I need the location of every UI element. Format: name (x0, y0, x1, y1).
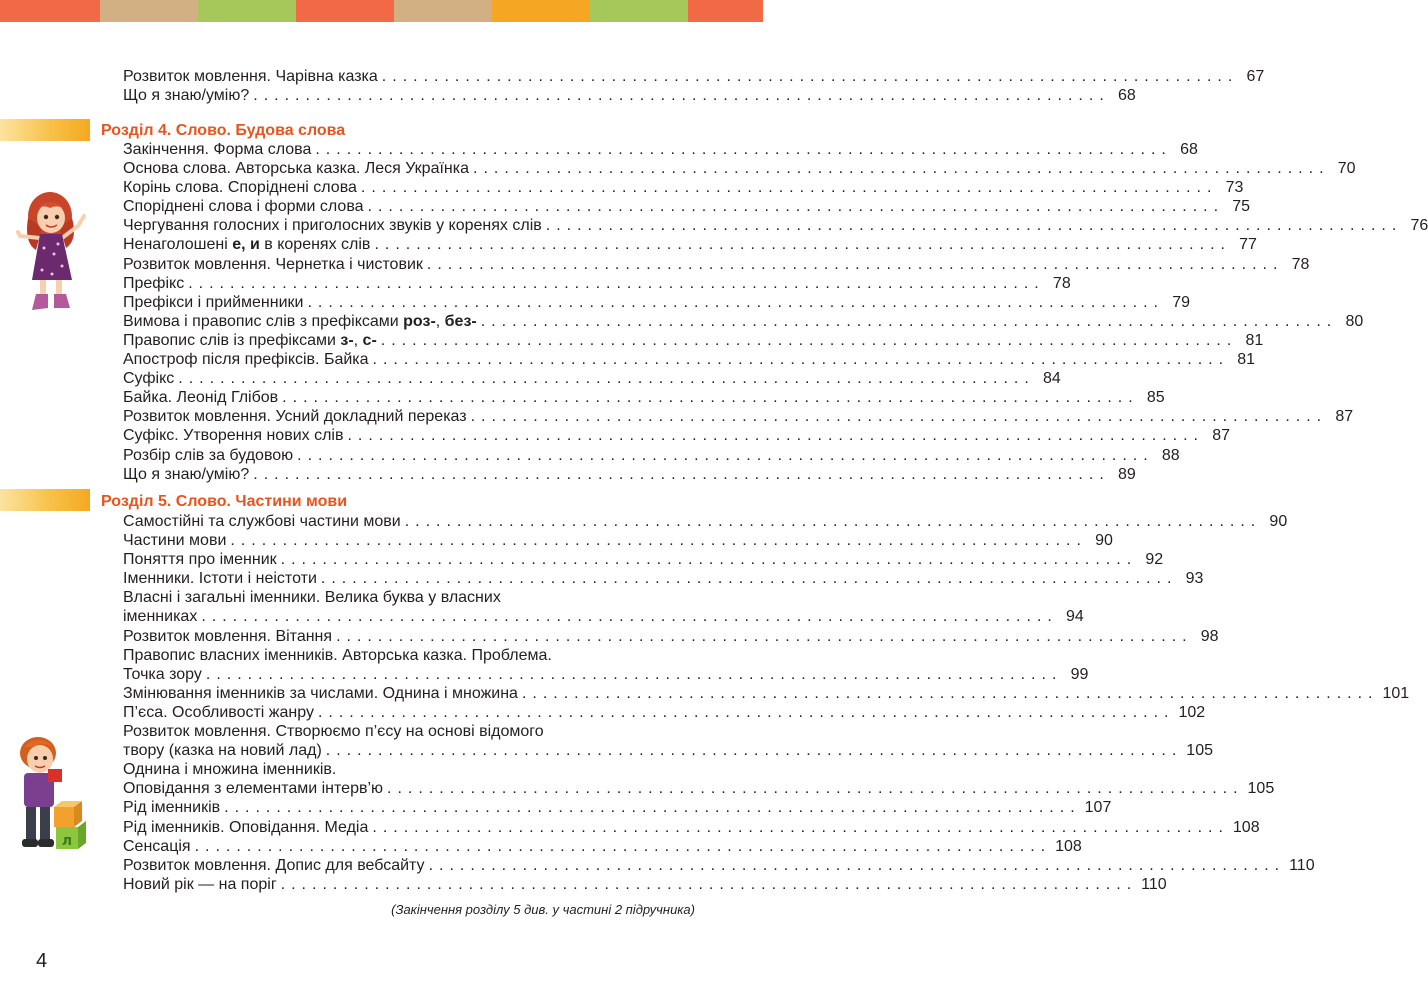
toc-entry-title: Розвиток мовлення. Усний докладний переказ (123, 408, 467, 426)
toc-entry[interactable] (123, 465, 1136, 484)
toc-entry-page: 68 (1180, 141, 1198, 158)
toc-entry-title: Точка зору (123, 665, 202, 683)
toc-leader-dots: .................................................................................. (282, 389, 1139, 407)
toc-entry-page: 98 (1200, 627, 1219, 645)
section-5-entries (123, 512, 1410, 894)
toc-entry-title: Апостроф після префіксів. Байка (123, 351, 369, 369)
toc-entry-page: 81 (1237, 351, 1256, 369)
toc-entry-title: Що я знаю/умію? (123, 87, 250, 105)
top-bar-segment (296, 0, 394, 22)
toc-entry-title: Суфікс (123, 370, 175, 388)
toc-leader-dots: .................................................................................. (194, 837, 1052, 855)
toc-leader-dots: .................................................................................. (230, 532, 1087, 550)
toc-entry[interactable] (123, 779, 1275, 798)
toc-entry-page: 67 (1246, 68, 1265, 85)
toc-entry-page: 76 (1410, 217, 1428, 235)
toc-leader-dots: .................................................................................. (473, 160, 1330, 178)
toc-entry-title-part: в коренях слів (259, 236, 371, 254)
toc-entry-title: Корінь слова. Споріднені слова (123, 179, 357, 197)
toc-leader-dots: .................................................................................. (253, 87, 1110, 105)
toc-entry[interactable] (123, 798, 1112, 817)
toc-entry-page: 90 (1095, 532, 1113, 550)
toc-leader-dots: .................................................................................. (387, 780, 1244, 798)
toc-entry[interactable] (123, 627, 1219, 646)
toc-entry-page: 87 (1335, 408, 1354, 426)
top-bar-segment (394, 0, 492, 22)
toc-entry-title: Новий рік — на поріг (123, 875, 277, 893)
toc-entry-page: 110 (1289, 856, 1315, 874)
top-bar-segment (590, 0, 688, 22)
toc-entry[interactable] (123, 684, 1410, 703)
toc-leader-dots: .................................................................................. (188, 274, 1045, 292)
toc-leader-dots: .................................................................................. (297, 446, 1154, 464)
top-bar-segment (688, 0, 763, 22)
toc-entry-page: 105 (1247, 780, 1275, 798)
toc-entry-page: 90 (1269, 513, 1288, 530)
toc-leader-dots: .................................................................................. (428, 856, 1286, 874)
section-4-title: Розділ 4. Слово. Будова слова (101, 122, 346, 139)
toc-entry-title (123, 235, 370, 254)
section-5-band (0, 489, 90, 511)
toc-entry[interactable] (123, 818, 1260, 837)
toc-entry[interactable] (123, 274, 1071, 293)
toc-entry[interactable] (123, 235, 1257, 254)
toc-entry-page: 108 (1232, 818, 1260, 836)
toc-entry-page: 89 (1117, 465, 1136, 483)
toc-leader-dots: .................................................................................. (426, 255, 1284, 273)
toc-entry-title-emphasis: без- (444, 312, 477, 330)
toc-entry-title: іменниках (123, 608, 198, 626)
toc-leader-dots: .................................................................................. (317, 703, 1175, 721)
continuation-note: (Закінчення розділу 5 див. у частині 2 підручника) (391, 902, 695, 917)
toc-entry-title: Сенсація (123, 837, 191, 855)
toc-entry-page: 110 (1141, 875, 1167, 893)
toc-leader-dots: .................................................................................. (360, 179, 1218, 197)
toc-entry[interactable] (123, 703, 1206, 722)
toc-leader-dots: .................................................................................. (372, 351, 1230, 369)
toc-entry-title (123, 331, 377, 350)
toc-entry-page: 84 (1043, 370, 1061, 388)
top-bar-segment (198, 0, 296, 22)
top-bar-segment (492, 0, 590, 22)
toc-entry[interactable] (123, 875, 1167, 894)
section-5-title: Розділ 5. Слово. Частини мови (101, 493, 348, 510)
toc-entry[interactable] (123, 86, 1136, 105)
toc-top-entries (123, 67, 1265, 105)
toc-entry[interactable] (123, 369, 1061, 388)
toc-entry-page: 78 (1052, 274, 1071, 292)
toc-entry[interactable] (123, 607, 1084, 626)
toc-entry[interactable] (123, 426, 1230, 445)
toc-entry-title: Розвиток мовлення. Чарівна казка (123, 68, 378, 85)
top-color-bar (0, 0, 763, 22)
toc-entry-title: Змінювання іменників за числами. Однина і множина (123, 684, 518, 702)
toc-leader-dots: .................................................................................. (347, 427, 1204, 445)
toc-leader-dots: .................................................................................. (404, 513, 1262, 530)
toc-entry-title-emphasis: з- (340, 331, 354, 349)
girl-illustration-icon (14, 188, 94, 314)
toc-leader-dots: .................................................................................. (320, 570, 1178, 588)
toc-entry-first-line: Власні і загальні іменники. Велика буква у власних (123, 589, 501, 607)
toc-entry-title: Байка. Леонід Глібов (123, 389, 279, 407)
toc-entry-page: 77 (1239, 236, 1257, 254)
toc-entry-page: 93 (1185, 570, 1204, 588)
toc-leader-dots: .................................................................................. (470, 408, 1328, 426)
toc-leader-dots: .................................................................................. (224, 799, 1081, 817)
toc-leader-dots: .................................................................................. (253, 465, 1110, 483)
toc-entry-page: 102 (1178, 703, 1206, 721)
toc-leader-dots: .................................................................................. (381, 68, 1239, 85)
toc-entry-title: твору (казка на новий лад) (123, 742, 322, 760)
toc-entry-page: 81 (1245, 331, 1264, 349)
toc-entry-page: 68 (1117, 87, 1136, 105)
toc-entry-title-part: , (435, 312, 445, 330)
toc-entry-title: Префікси і прийменники (123, 293, 304, 311)
toc-leader-dots: .................................................................................. (280, 875, 1138, 893)
toc-entry-page: 105 (1186, 742, 1213, 760)
toc-leader-dots: .................................................................................. (521, 684, 1379, 702)
top-bar-segment (100, 0, 198, 22)
toc-leader-dots: .................................................................................. (545, 217, 1403, 235)
toc-entry-title: Розбір слів за будовою (123, 446, 294, 464)
toc-entry-page: 99 (1070, 665, 1089, 683)
toc-leader-dots: .................................................................................. (367, 198, 1225, 216)
toc-entry-title: Іменники. Істоти і неістоти (123, 570, 317, 588)
toc-entry-title-part: Правопис слів із префіксами (123, 331, 341, 349)
toc-entry[interactable] (123, 550, 1164, 569)
toc-entry-title: Основа слова. Авторська казка. Леся Українка (123, 160, 469, 178)
toc-entry-title: Суфікс. Утворення нових слів (123, 427, 344, 445)
svg-text:л: л (61, 833, 73, 849)
toc-entry-title-part: , (353, 331, 363, 349)
toc-entry-title: Рід іменників (123, 799, 221, 817)
toc-entry-title: Споріднені слова і форми слова (123, 198, 364, 216)
toc-leader-dots: .................................................................................. (380, 331, 1238, 349)
toc-entry-page: 79 (1172, 293, 1190, 311)
toc-entry-title: Що я знаю/умію? (123, 465, 250, 483)
toc-entry-title: П’єса. Особливості жанру (123, 703, 314, 721)
toc-entry[interactable] (123, 856, 1315, 875)
toc-entry-page: 94 (1066, 608, 1084, 626)
toc-entry-title: Частини мови (123, 532, 227, 550)
toc-entry[interactable] (123, 197, 1251, 216)
toc-entry[interactable] (123, 837, 1082, 856)
toc-leader-dots: .................................................................................. (372, 818, 1229, 836)
toc-entry-title-part: Вимова і правопис слів з префіксами (123, 312, 404, 330)
toc-leader-dots: .................................................................................. (480, 312, 1338, 330)
toc-entry-title-part: Ненаголошені (123, 236, 233, 254)
toc-leader-dots: .................................................................................. (374, 236, 1231, 254)
toc-entry[interactable] (123, 741, 1213, 760)
toc-entry[interactable] (123, 446, 1180, 465)
toc-entry-page: 85 (1146, 389, 1165, 407)
toc-entry-first-line: Однина і множина іменників. (123, 761, 337, 779)
toc-entry[interactable] (123, 67, 1265, 86)
toc-leader-dots: .................................................................................. (307, 293, 1164, 311)
toc-leader-dots: .................................................................................. (178, 370, 1035, 388)
toc-entry-title: Чергування голосних і приголосних звуків у коренях слів (123, 217, 542, 235)
toc-entry-page: 92 (1145, 551, 1164, 569)
toc-entry-title: Розвиток мовлення. Допис для вебсайту (123, 856, 425, 874)
toc-entry[interactable] (123, 388, 1165, 407)
toc-entry-title: Розвиток мовлення. Вітання (123, 627, 333, 645)
toc-entry[interactable] (123, 512, 1288, 531)
toc-entry-page: 78 (1291, 255, 1310, 273)
toc-entry[interactable] (123, 569, 1204, 588)
section-4-entries (123, 140, 1428, 484)
toc-entry-page: 108 (1055, 837, 1082, 855)
toc-entry-page: 75 (1232, 198, 1251, 216)
toc-entry[interactable] (123, 216, 1428, 235)
toc-entry-page: 101 (1382, 684, 1410, 702)
toc-entry-page: 88 (1161, 446, 1180, 464)
toc-entry[interactable] (123, 312, 1364, 331)
toc-entry-page: 107 (1084, 799, 1112, 817)
toc-entry-title: Оповідання з елементами інтерв’ю (123, 780, 384, 798)
toc-leader-dots: .................................................................................. (205, 665, 1063, 683)
boy-with-blocks-illustration-icon (12, 733, 92, 853)
toc-entry[interactable] (123, 178, 1244, 197)
toc-entry-title-emphasis: роз- (403, 312, 436, 330)
toc-entry-title: Поняття про іменник (123, 551, 277, 569)
toc-entry-title: Самостійні та службові частини мови (123, 513, 401, 530)
toc-entry-title: Розвиток мовлення. Чернетка і чистовик (123, 255, 423, 273)
toc-entry[interactable] (123, 140, 1198, 159)
toc-entry-page: 87 (1212, 427, 1230, 445)
toc-leader-dots: .................................................................................. (325, 742, 1183, 760)
toc-entry[interactable] (123, 331, 1264, 350)
toc-entry[interactable] (123, 255, 1310, 274)
toc-entry-title-emphasis: с- (362, 331, 377, 349)
toc-entry[interactable] (123, 293, 1190, 312)
toc-entry[interactable] (123, 350, 1256, 369)
toc-entry[interactable] (123, 665, 1089, 684)
toc-leader-dots: .................................................................................. (336, 627, 1193, 645)
section-4-band (0, 119, 90, 141)
page-number: 4 (36, 950, 48, 972)
toc-entry[interactable] (123, 531, 1113, 550)
toc-entry-title (123, 312, 477, 331)
toc-leader-dots: .................................................................................. (201, 608, 1058, 626)
toc-entry-title: Рід іменників. Оповідання. Медіа (123, 818, 369, 836)
toc-entry-title: Префікс (123, 274, 185, 292)
toc-entry[interactable] (123, 159, 1356, 178)
toc-leader-dots: .................................................................................. (280, 551, 1138, 569)
toc-entry-page: 73 (1225, 179, 1244, 197)
toc-entry[interactable] (123, 407, 1354, 426)
toc-entry-title-emphasis: е, и (232, 236, 260, 254)
toc-entry-first-line: Правопис власних іменників. Авторська казка. Проблема. (123, 646, 552, 664)
toc-entry-page: 70 (1337, 160, 1356, 178)
top-bar-segment (0, 0, 100, 22)
toc-entry-first-line: Розвиток мовлення. Створюємо п’єсу на основі відомого (123, 723, 544, 741)
toc-entry-title: Закінчення. Форма слова (123, 141, 312, 158)
toc-leader-dots: .................................................................................. (315, 141, 1172, 158)
toc-entry-page: 80 (1345, 312, 1364, 330)
